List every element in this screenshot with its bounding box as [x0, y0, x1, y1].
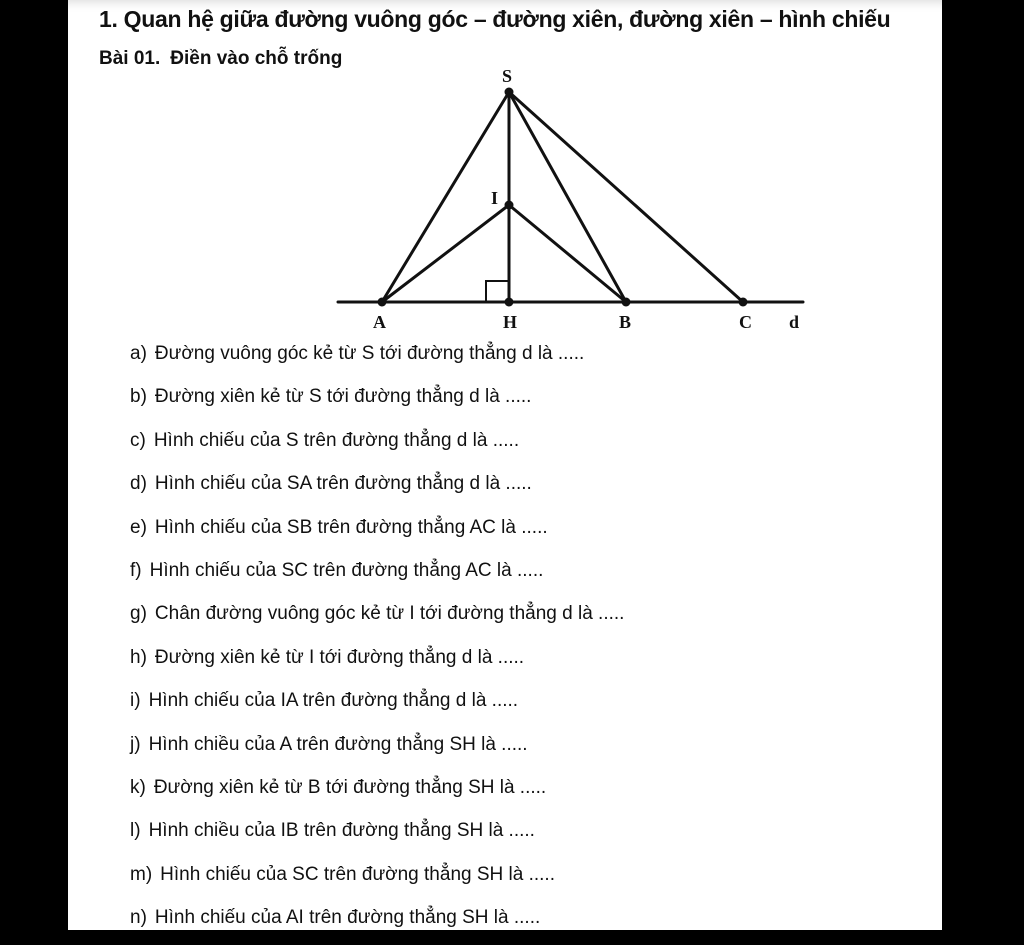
question-marker: a) — [130, 343, 147, 364]
question-item — [130, 598, 624, 641]
question-item — [130, 859, 624, 902]
question-text: Hình chiếu của IA trên đường thẳng d là ..... — [148, 690, 519, 712]
point-H — [505, 298, 514, 307]
question-text: Đường xiên kẻ từ S tới đường thẳng d là ..... — [154, 386, 532, 408]
question-text: Hình chiều của A trên đường thẳng SH là ..... — [148, 733, 528, 755]
segment-IA — [382, 205, 509, 302]
question-item — [130, 555, 624, 598]
question-marker: f) — [130, 559, 142, 581]
label-A: A — [373, 312, 386, 332]
question-marker: b) — [130, 386, 147, 408]
question-text: Hình chiếu của SC trên đường thẳng SH là ..... — [160, 863, 555, 885]
label-B: B — [619, 312, 632, 332]
question-text: Hình chiếu của SC trên đường thẳng AC là ..... — [149, 559, 544, 581]
label-H: H — [503, 312, 518, 332]
geometry-figure — [68, 0, 942, 340]
label-I: I — [491, 188, 499, 208]
question-text: Hình chiếu của SB trên đường thẳng AC là ..... — [154, 516, 548, 538]
question-item — [130, 685, 624, 728]
question-text: Hình chiếu của S trên đường thẳng d là ..... — [153, 429, 520, 451]
segment-IB — [509, 205, 626, 302]
question-text: Đường xiên kẻ từ B tới đường thẳng SH là ..... — [153, 776, 547, 798]
exercise-number: Bài 01. — [99, 48, 161, 69]
question-marker: e) — [130, 516, 147, 538]
question-item — [130, 729, 624, 772]
question-marker: n) — [130, 907, 147, 929]
question-marker: d) — [130, 473, 147, 495]
label-C: C — [739, 312, 752, 332]
question-item — [130, 902, 624, 945]
question-text: Đường vuông góc kẻ từ S tới đường thẳng d là ..... — [154, 343, 585, 364]
question-item — [130, 381, 624, 424]
question-marker: h) — [130, 646, 147, 668]
exercise-title: Điền vào chỗ trống — [170, 48, 343, 69]
question-item — [130, 338, 624, 381]
question-item — [130, 512, 624, 555]
question-marker: k) — [130, 776, 146, 798]
segment-SC — [509, 92, 743, 302]
question-item — [130, 815, 624, 858]
question-text: Đường xiên kẻ từ I tới đường thẳng d là ..... — [154, 646, 525, 668]
question-marker: i) — [130, 690, 141, 712]
point-B — [622, 298, 631, 307]
question-item — [130, 642, 624, 685]
question-item — [130, 772, 624, 815]
label-S: S — [502, 66, 513, 86]
question-marker: c) — [130, 429, 146, 451]
question-marker: g) — [130, 603, 147, 625]
label-d: d — [789, 312, 800, 332]
question-marker: j) — [130, 733, 141, 755]
point-I — [505, 201, 514, 210]
document-page — [68, 0, 942, 930]
question-marker: m) — [130, 863, 153, 885]
question-text: Hình chiếu của AI trên đường thẳng SH là ..... — [154, 907, 541, 929]
question-text: Hình chiếu của SA trên đường thẳng d là ..... — [154, 473, 532, 495]
point-A — [378, 298, 387, 307]
question-item — [130, 425, 624, 468]
point-C — [739, 298, 748, 307]
question-list — [130, 338, 624, 945]
segment-SA — [382, 92, 509, 302]
point-S — [505, 88, 514, 97]
right-angle-mark — [486, 281, 509, 302]
segment-SB — [509, 92, 626, 302]
question-item — [130, 468, 624, 511]
question-text: Chân đường vuông góc kẻ từ I tới đường thẳng d là ..... — [154, 603, 625, 625]
section-title: 1. Quan hệ giữa đường vuông góc – đường xiên, đường xiên – hình chiếu — [99, 6, 891, 32]
question-marker: l) — [130, 820, 141, 842]
question-text: Hình chiều của IB trên đường thẳng SH là ..... — [148, 820, 535, 842]
